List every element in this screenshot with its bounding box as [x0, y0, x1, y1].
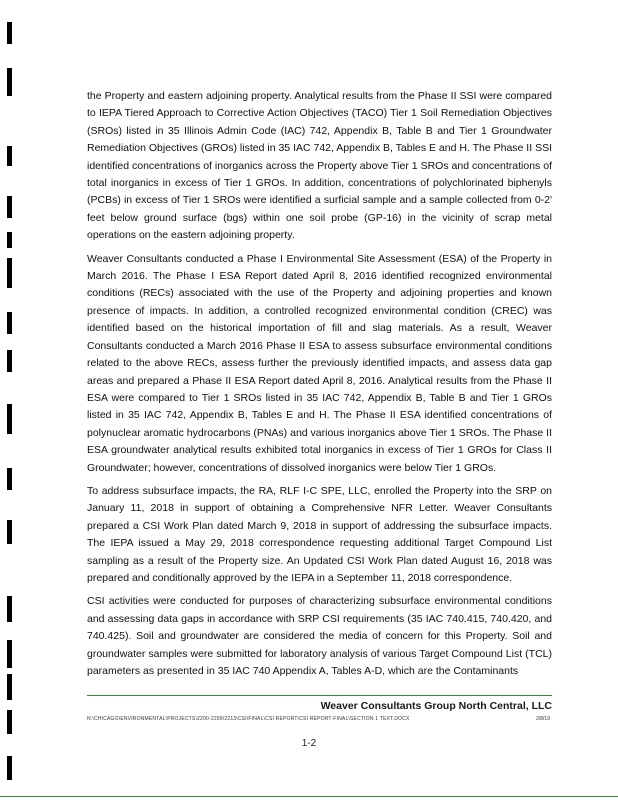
binder-mark [7, 596, 12, 622]
binder-mark [7, 68, 12, 96]
binder-mark [7, 232, 12, 248]
binder-mark [7, 674, 12, 700]
binder-mark [7, 756, 12, 780]
paragraph: CSI activities were conducted for purposes of characterizing subsurface environmental conditions and assessing data gaps in accordance with SRP CSI requirements (35 IAC 740.415, 740.420, and 740.425). Soil and groundwater are considered the media of concern for this Property. Soil and groundwater samples were submitted for laboratory analysis of various Target Compound List (TCL) parameters as presented in 35 IAC 740 Appendix A, Tables A-D, which are the Contaminants [87, 595, 552, 677]
binder-mark [7, 710, 12, 734]
paragraph: the Property and eastern adjoining property. Analytical results from the Phase II SSI were compared to IEPA Tiered Approach to Corrective Action Objectives (TACO) Tier 1 Soil Remediation Objectives (SROs) listed in 35 Illinois Admin Code (IAC) 742, Appendix B, Table B and Tier 1 Groundwater Remediation Objectives (GROs) listed in 35 IAC 742, Appendix B, Tables E and H. The Phase II SSI identified concentrations of inorganics across the Property above Tier 1 SROs and concentrations of total inorganics in excess of Tier 1 GROs. In addition, concentrations of polychlorinated biphenyls (PCBs) in excess of Tier 1 SROs were identified a surficial sample and a sample collected from 0-2' feet below ground surface (bgs) within one soil probe (GP-16) in the vicinity of scrap metal operations on the eastern adjoining property. [87, 90, 552, 242]
binder-mark [7, 520, 12, 544]
footer-company: Weaver Consultants Group North Central, LLC [320, 700, 552, 712]
binder-mark [7, 22, 12, 44]
binder-mark [7, 196, 12, 218]
footer-file-path: N:\CHICAGO\ENVIRONMENTAL\PROJECTS\2200-2299\2213\CSI\FINAL\CSI REPORT\CSI REPORT-FINAL\SECTION 1 TEXT.DOCX [87, 716, 410, 722]
footer-rule [87, 695, 552, 696]
footer-date: 2/8/19 [536, 716, 550, 722]
page-number: 1-2 [301, 738, 317, 749]
binder-mark [7, 258, 12, 288]
bottom-rule [0, 796, 618, 797]
paragraph: To address subsurface impacts, the RA, RLF I-C SPE, LLC, enrolled the Property into the SRP on January 11, 2018 in support of obtaining a Comprehensive NFR Letter. Weaver Consultants prepared a CSI Work Plan dated March 9, 2018 in support of addressing the subsurface impacts. The IEPA issued a May 29, 2018 correspondence requesting additional Target Compound List sampling as a result of the Property size. An Updated CSI Work Plan dated August 16, 2018 was prepared and conditionally approved by the IEPA in a September 11, 2018 correspondence. [87, 484, 552, 584]
binder-mark [7, 404, 12, 434]
document-body [87, 88, 552, 686]
binder-mark [7, 146, 12, 166]
binder-mark [7, 640, 12, 668]
paragraph: Weaver Consultants conducted a Phase I Environmental Site Assessment (ESA) of the Property in March 2016. The Phase I ESA Report dated April 8, 2016 identified recognized environmental conditions (RECs) associated with the use of the Property and adjoining properties and known presence of impacts. In addition, a controlled recognized environmental condition (CREC) was identified based on the historical importation of fill and slag materials. As a result, Weaver Consultants conducted a March 2016 Phase II ESA to assess subsurface environmental conditions related to the above RECs, assess further the previously identified impacts, and assess data gap areas and prepared a Phase II ESA Report dated April 8, 2016. Analytical results from the Phase II ESA were compared to Tier 1 SROs listed in 35 IAC 742, Appendix B, Table B and Tier 1 GROs listed in 35 IAC 742, Appendix B, Tables E and H. The Phase II ESA identified concentrations of polynuclear aromatic hydrocarbons (PNAs) and various inorganics above Tier 1 SROs. The Phase II ESA groundwater analytical results exhibited total inorganics in excess of Tier 1 GROs for Class II Groundwater; however, concentrations of dissolved inorganics were below Tier 1 GROs. [87, 252, 552, 474]
binder-mark [7, 350, 12, 372]
binder-mark [7, 468, 12, 490]
binder-mark [7, 312, 12, 334]
